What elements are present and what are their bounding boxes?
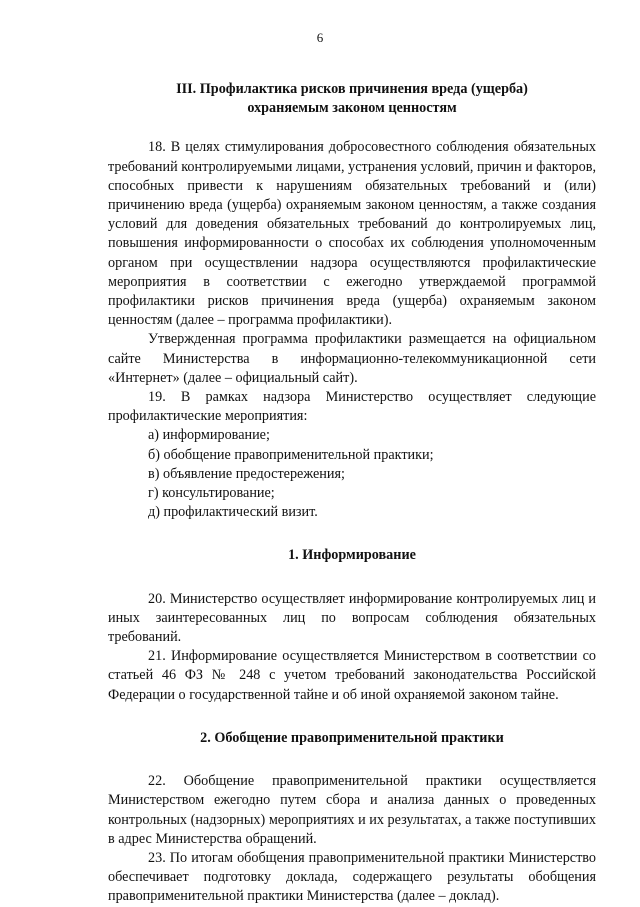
section-2-title: 2. Обобщение правоприменительной практики bbox=[200, 729, 504, 746]
document-body bbox=[108, 80, 596, 907]
paragraph-20: 20. Министерство осуществляет информирование контролируемых лиц и иных заинтересованных лиц по вопросам соблюдения обязательных требований. bbox=[108, 590, 596, 646]
preventive-measures-list bbox=[108, 426, 596, 522]
paragraph-23: 23. По итогам обобщения правоприменительной практики Министерство обеспечивает подготовку доклада, содержащего результаты обобщения правоприменительной практики Министерства (далее – доклад). bbox=[108, 849, 596, 905]
paragraph-22: 22. Обобщение правоприменительной практики осуществляется Министерством ежегодно путем сбора и анализа данных о проведенных контрольных (надзорных) мероприятиях и их результатах, а также поступивших в адрес Министерства обращений. bbox=[108, 773, 596, 847]
list-item: а) информирование; bbox=[148, 427, 270, 444]
section-3-title-line-1: III. Профилактика рисков причинения вреда (ущерба) bbox=[176, 81, 528, 97]
paragraph-21: 21. Информирование осуществляется Министерством в соответствии со статьей 46 ФЗ № 248 с учетом требований законодательства Российской Федерации о государственной тайне и об иной охраняемой законом тайне. bbox=[108, 648, 596, 703]
paragraph-19: 19. В рамках надзора Министерство осуществляет следующие профилактические мероприятия: bbox=[108, 389, 596, 425]
list-item: г) консультирование; bbox=[148, 485, 275, 502]
paragraph-18: 18. В целях стимулирования добросовестного соблюдения обязательных требований контролируемыми лицами, устранения условий, причин и факторов, способных привести к нарушениям обязательных требований и (или) причинению вреда (ущерба) охраняемым законом ценностям, а также создания условий для доведения обязательных требований до контролируемых лиц, повышения информированности о способах их соблюдения уполномоченным органом при осуществлении надзора осуществляются профилактические мероприятия в соответствии с ежегодно утверждаемой программой профилактики рисков причинения вреда (ущерба) охраняемым законом ценностям (далее – программа профилактики). bbox=[108, 139, 596, 329]
section-1-title: 1. Информирование bbox=[288, 547, 416, 564]
page-number: 6 bbox=[316, 30, 324, 45]
list-item: в) объявление предостережения; bbox=[148, 465, 345, 482]
paragraph-18-continued: Утвержденная программа профилактики размещается на официальном сайте Министерства в информационно-телекоммуникационной сети «Интернет» (далее – официальный сайт). bbox=[108, 331, 596, 386]
section-3-title-line-2: охраняемым законом ценностям bbox=[247, 100, 457, 117]
list-item: д) профилактический визит. bbox=[148, 504, 318, 521]
list-item: б) обобщение правоприменительной практики; bbox=[148, 446, 434, 463]
